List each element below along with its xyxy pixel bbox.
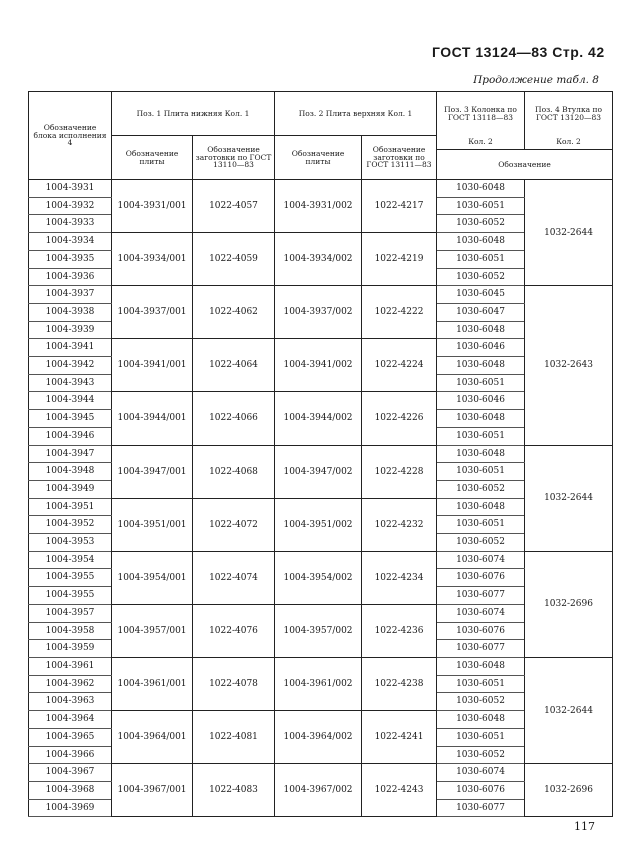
block-cell: 1004-3965 [29,728,112,746]
block-cell: 1004-3951 [29,498,112,516]
group-p1b-cell: 1022-4068 [193,445,275,498]
column-cell: 1030-6048 [437,410,525,428]
block-cell: 1004-3955 [29,569,112,587]
column-cell: 1030-6052 [437,215,525,233]
block-cell: 1004-3946 [29,427,112,445]
group-p1b-cell: 1022-4081 [193,711,275,764]
column-cell: 1030-6051 [437,250,525,268]
group-p2b-cell: 1022-4217 [362,180,437,233]
group-p2a-cell: 1004-3964/002 [275,711,362,764]
column-cell: 1030-6048 [437,657,525,675]
group-p2a-cell: 1004-3957/002 [275,604,362,657]
column-cell: 1030-6052 [437,534,525,552]
column-cell: 1030-6077 [437,587,525,605]
block-cell: 1004-3937 [29,286,112,304]
header-pos3: Поз. 3 Колонка по ГОСТ 13118—83 [437,92,525,136]
group-p2a-cell: 1004-3947/002 [275,445,362,498]
column-cell: 1030-6045 [437,286,525,304]
column-cell: 1030-6052 [437,693,525,711]
page-number: 117 [574,820,595,833]
block-cell: 1004-3932 [29,197,112,215]
group-p1a-cell: 1004-3961/001 [112,657,193,710]
block-cell: 1004-3949 [29,480,112,498]
group-p2a-cell: 1004-3954/002 [275,551,362,604]
group-p1a-cell: 1004-3947/001 [112,445,193,498]
column-cell: 1030-6046 [437,339,525,357]
column-cell: 1030-6048 [437,321,525,339]
group-p2a-cell: 1004-3961/002 [275,657,362,710]
group-p1a-cell: 1004-3964/001 [112,711,193,764]
group-p1a-cell: 1004-3934/001 [112,233,193,286]
block-cell: 1004-3936 [29,268,112,286]
header-pos1: Поз. 1 Плита нижняя Кол. 1 [112,92,275,136]
column-cell: 1030-6048 [437,233,525,251]
group-p1a-cell: 1004-3931/001 [112,180,193,233]
header-pos4-qty: Кол. 2 [525,136,613,150]
column-cell: 1030-6048 [437,445,525,463]
column-cell: 1030-6048 [437,180,525,198]
column-cell: 1030-6048 [437,711,525,729]
block-cell: 1004-3942 [29,357,112,375]
group-p2a-cell: 1004-3944/002 [275,392,362,445]
bushing-cell: 1032-2696 [525,764,613,817]
column-cell: 1030-6074 [437,551,525,569]
group-p2b-cell: 1022-4236 [362,604,437,657]
column-cell: 1030-6048 [437,498,525,516]
bushing-cell: 1032-2643 [525,286,613,445]
column-cell: 1030-6051 [437,197,525,215]
block-cell: 1004-3966 [29,746,112,764]
bushing-cell: 1032-2644 [525,657,613,763]
column-cell: 1030-6051 [437,427,525,445]
column-cell: 1030-6051 [437,463,525,481]
group-p1a-cell: 1004-3967/001 [112,764,193,817]
group-p2b-cell: 1022-4234 [362,551,437,604]
header-pos2: Поз. 2 Плита верхняя Кол. 1 [275,92,437,136]
standard-header: ГОСТ 13124—83 Стр. 42 [432,44,605,60]
block-cell: 1004-3964 [29,711,112,729]
column-cell: 1030-6047 [437,303,525,321]
column-cell: 1030-6048 [437,357,525,375]
group-p2a-cell: 1004-3967/002 [275,764,362,817]
header-pos2-blank: Обозначение заготовки по ГОСТ 13111—83 [362,136,437,180]
table-row [29,445,613,463]
table-body [29,180,613,817]
group-p1b-cell: 1022-4072 [193,498,275,551]
column-cell: 1030-6051 [437,516,525,534]
bushing-cell: 1032-2644 [525,445,613,551]
column-cell: 1030-6076 [437,622,525,640]
block-cell: 1004-3967 [29,764,112,782]
table-row [29,764,613,782]
group-p2b-cell: 1022-4226 [362,392,437,445]
column-cell: 1030-6076 [437,781,525,799]
group-p1b-cell: 1022-4059 [193,233,275,286]
column-cell: 1030-6074 [437,604,525,622]
group-p1b-cell: 1022-4062 [193,286,275,339]
group-p2a-cell: 1004-3941/002 [275,339,362,392]
bushing-cell: 1032-2644 [525,180,613,286]
group-p2a-cell: 1004-3931/002 [275,180,362,233]
column-cell: 1030-6052 [437,268,525,286]
block-cell: 1004-3961 [29,657,112,675]
block-cell: 1004-3947 [29,445,112,463]
header-pos2-plate: Обозначение плиты [275,136,362,180]
group-p1a-cell: 1004-3941/001 [112,339,193,392]
table-row [29,180,613,198]
block-cell: 1004-3954 [29,551,112,569]
group-p2b-cell: 1022-4224 [362,339,437,392]
block-cell: 1004-3935 [29,250,112,268]
block-cell: 1004-3969 [29,799,112,817]
column-cell: 1030-6052 [437,480,525,498]
header-pos1-blank: Обозначение заготовки по ГОСТ 13110—83 [193,136,275,180]
block-cell: 1004-3931 [29,180,112,198]
group-p2a-cell: 1004-3951/002 [275,498,362,551]
column-cell: 1030-6076 [437,569,525,587]
header-pos3-qty: Кол. 2 [437,136,525,150]
group-p1a-cell: 1004-3957/001 [112,604,193,657]
group-p1b-cell: 1022-4064 [193,339,275,392]
group-p1b-cell: 1022-4076 [193,604,275,657]
block-cell: 1004-3953 [29,534,112,552]
table-row [29,657,613,675]
continuation-label: Продолжение табл. 8 [473,74,599,86]
column-cell: 1030-6077 [437,640,525,658]
group-p2b-cell: 1022-4222 [362,286,437,339]
group-p2b-cell: 1022-4238 [362,657,437,710]
block-cell: 1004-3941 [29,339,112,357]
header-block: Обозначение блока исполнения 4 [29,92,112,180]
group-p2b-cell: 1022-4241 [362,711,437,764]
block-cell: 1004-3934 [29,233,112,251]
group-p2b-cell: 1022-4243 [362,764,437,817]
group-p2a-cell: 1004-3937/002 [275,286,362,339]
header-pos1-plate: Обозначение плиты [112,136,193,180]
group-p2b-cell: 1022-4232 [362,498,437,551]
group-p1a-cell: 1004-3937/001 [112,286,193,339]
group-p2a-cell: 1004-3934/002 [275,233,362,286]
group-p1a-cell: 1004-3944/001 [112,392,193,445]
column-cell: 1030-6052 [437,746,525,764]
column-cell: 1030-6051 [437,374,525,392]
block-cell: 1004-3959 [29,640,112,658]
group-p1b-cell: 1022-4083 [193,764,275,817]
bushing-cell: 1032-2696 [525,551,613,657]
block-cell: 1004-3957 [29,604,112,622]
group-p1a-cell: 1004-3951/001 [112,498,193,551]
column-cell: 1030-6074 [437,764,525,782]
column-cell: 1030-6051 [437,728,525,746]
block-cell: 1004-3963 [29,693,112,711]
table-row [29,286,613,304]
block-cell: 1004-3952 [29,516,112,534]
block-cell: 1004-3944 [29,392,112,410]
table-row [29,551,613,569]
block-cell: 1004-3938 [29,303,112,321]
block-cell: 1004-3933 [29,215,112,233]
group-p1a-cell: 1004-3954/001 [112,551,193,604]
column-cell: 1030-6077 [437,799,525,817]
block-cell: 1004-3943 [29,374,112,392]
header-pos4: Поз. 4 Втулка по ГОСТ 13120—83 [525,92,613,136]
column-cell: 1030-6046 [437,392,525,410]
group-p2b-cell: 1022-4219 [362,233,437,286]
group-p1b-cell: 1022-4057 [193,180,275,233]
group-p1b-cell: 1022-4066 [193,392,275,445]
group-p1b-cell: 1022-4078 [193,657,275,710]
block-cell: 1004-3948 [29,463,112,481]
group-p1b-cell: 1022-4074 [193,551,275,604]
block-cell: 1004-3968 [29,781,112,799]
group-p2b-cell: 1022-4228 [362,445,437,498]
block-cell: 1004-3955 [29,587,112,605]
parts-table [28,91,613,817]
column-cell: 1030-6051 [437,675,525,693]
block-cell: 1004-3962 [29,675,112,693]
block-cell: 1004-3945 [29,410,112,428]
header-designation: Обозначение [437,150,613,180]
block-cell: 1004-3958 [29,622,112,640]
block-cell: 1004-3939 [29,321,112,339]
